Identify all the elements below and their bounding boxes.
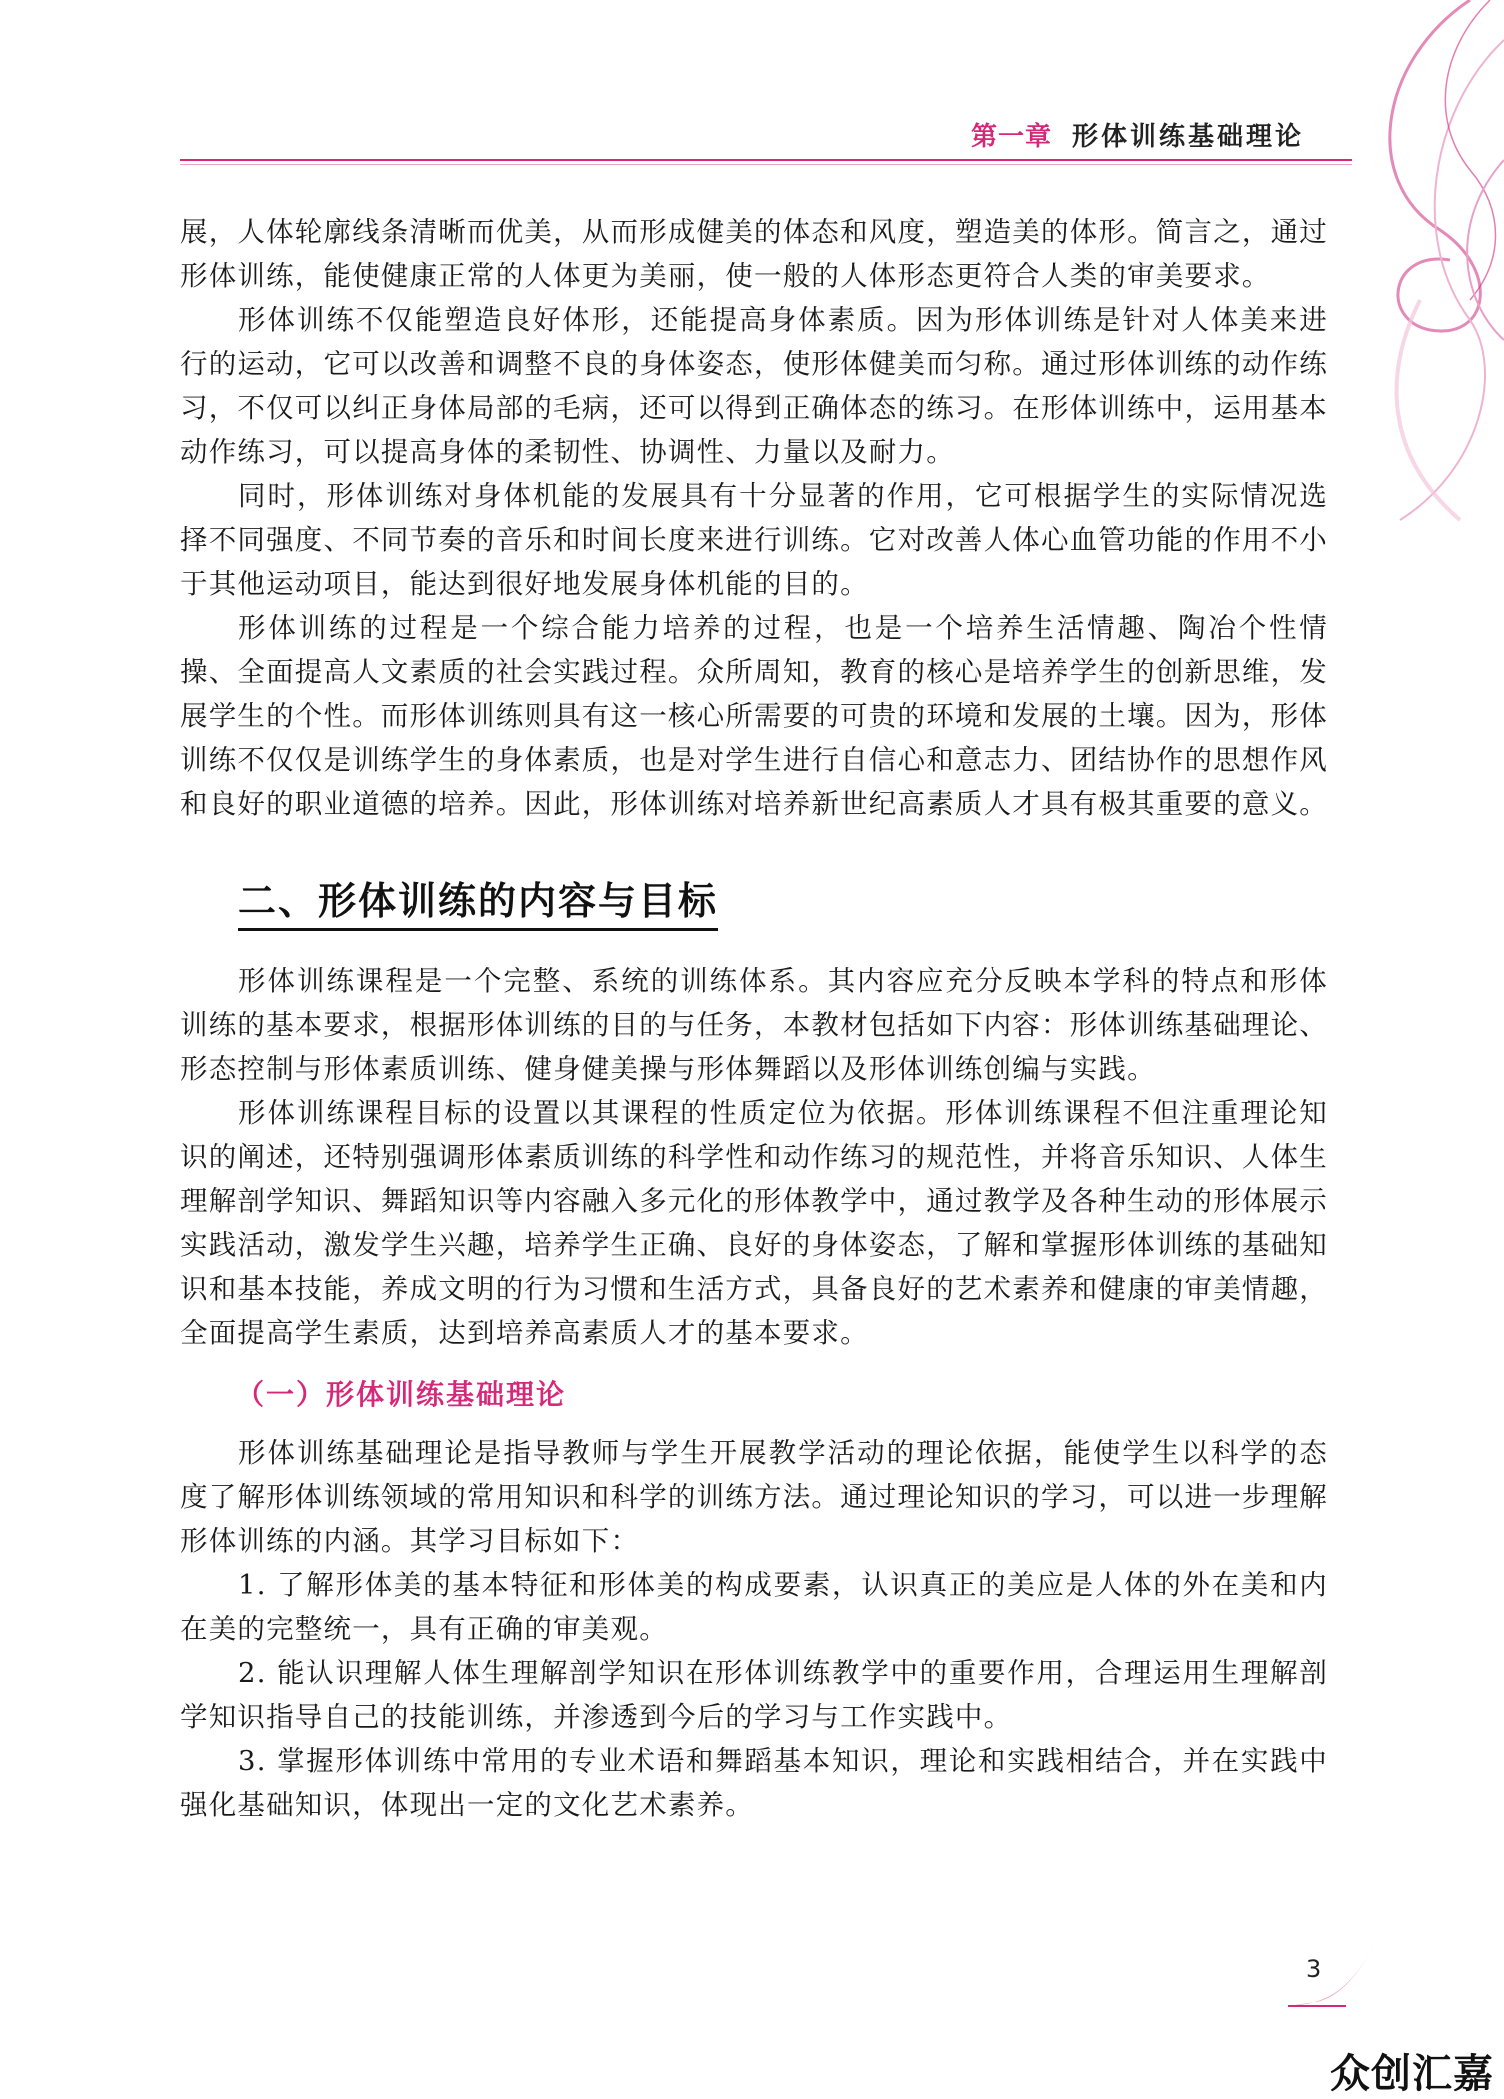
watermark: 众创汇嘉 — [1330, 2051, 1494, 2097]
subsection-heading: （一）形体训练基础理论 — [236, 1378, 567, 1411]
paragraph: 形体训练课程目标的设置以其课程的性质定位为依据。形体训练课程不但注重理论知识的阐述，还特别强调形体素质训练的科学性和动作练习的规范性，并将音乐知识、人体生理解剖学知识、舞蹈知识等内容融入多元化的形体教学中，通过教学及各种生动的形体展示实践活动，激发学生兴趣，培养学生正确、良好的身体姿态，了解和掌握形体训练的基础知识和基本技能，养成文明的行为习惯和生活方式，具备良好的艺术素养和健康的审美情趣，全面提高学生素质，达到培养高素质人才的基本要求。 — [180, 1097, 1328, 1349]
paragraph: 形体训练基础理论是指导教师与学生开展教学活动的理论依据，能使学生以科学的态度了解形体训练领域的常用知识和科学的训练方法。通过理论知识的学习，可以进一步理解形体训练的内涵。其学习目标如下： — [180, 1437, 1328, 1557]
list-item: 1. 了解形体美的基本特征和形体美的构成要素，认识真正的美应是人体的外在美和内在美的完整统一，具有正确的审美观。 — [180, 1569, 1328, 1645]
header-chapter: 第一章 — [970, 122, 1052, 152]
paragraph: 形体训练的过程是一个综合能力培养的过程，也是一个培养生活情趣、陶冶个性情操、全面提高人文素质的社会实践过程。众所周知，教育的核心是培养学生的创新思维，发展学生的个性。而形体训练则具有这一核心所需要的可贵的环境和发展的土壤。因为，形体训练不仅仅是训练学生的身体素质，也是对学生进行自信心和意志力、团结协作的思想作风和良好的职业道德的培养。因此，形体训练对培养新世纪高素质人才具有极其重要的意义。 — [180, 612, 1328, 820]
paragraph: 形体训练不仅能塑造良好体形，还能提高身体素质。因为形体训练是针对人体美来进行的运动，它可以改善和调整不良的身体姿态，使形体健美而匀称。通过形体训练的动作练习，不仅可以纠正身体局部的毛病，还可以得到正确体态的练习。在形体训练中，运用基本动作练习，可以提高身体的柔韧性、协调性、力量以及耐力。 — [180, 304, 1328, 468]
page-corner-mark-icon — [1286, 1940, 1376, 2010]
decorative-swirl-icon — [1320, 0, 1504, 560]
list-item: 3. 掌握形体训练中常用的专业术语和舞蹈基本知识，理论和实践相结合，并在实践中强化基础知识，体现出一定的文化艺术素养。 — [180, 1745, 1328, 1821]
header-title: 形体训练基础理论 — [1071, 122, 1304, 152]
header-rule — [180, 159, 1352, 161]
header-rule-thin — [180, 164, 1352, 165]
running-header — [180, 116, 1352, 156]
page-body — [180, 210, 1328, 1827]
list-item: 2. 能认识理解人体生理解剖学知识在形体训练教学中的重要作用，合理运用生理解剖学知识指导自己的技能训练，并渗透到今后的学习与工作实践中。 — [180, 1657, 1328, 1733]
page-number: 3 — [1306, 1955, 1322, 1983]
section-heading: 二、形体训练的内容与目标 — [238, 870, 718, 931]
paragraph: 形体训练课程是一个完整、系统的训练体系。其内容应充分反映本学科的特点和形体训练的基本要求，根据形体训练的目的与任务，本教材包括如下内容：形体训练基础理论、形态控制与形体素质训练、健身健美操与形体舞蹈以及形体训练创编与实践。 — [180, 965, 1328, 1085]
paragraph: 同时，形体训练对身体机能的发展具有十分显著的作用，它可根据学生的实际情况选择不同强度、不同节奏的音乐和时间长度来进行训练。它对改善人体心血管功能的作用不小于其他运动项目，能达到很好地发展身体机能的目的。 — [180, 480, 1328, 600]
paragraph: 展，人体轮廓线条清晰而优美，从而形成健美的体态和风度，塑造美的体形。简言之，通过形体训练，能使健康正常的人体更为美丽，使一般的人体形态更符合人类的审美要求。 — [180, 216, 1328, 292]
